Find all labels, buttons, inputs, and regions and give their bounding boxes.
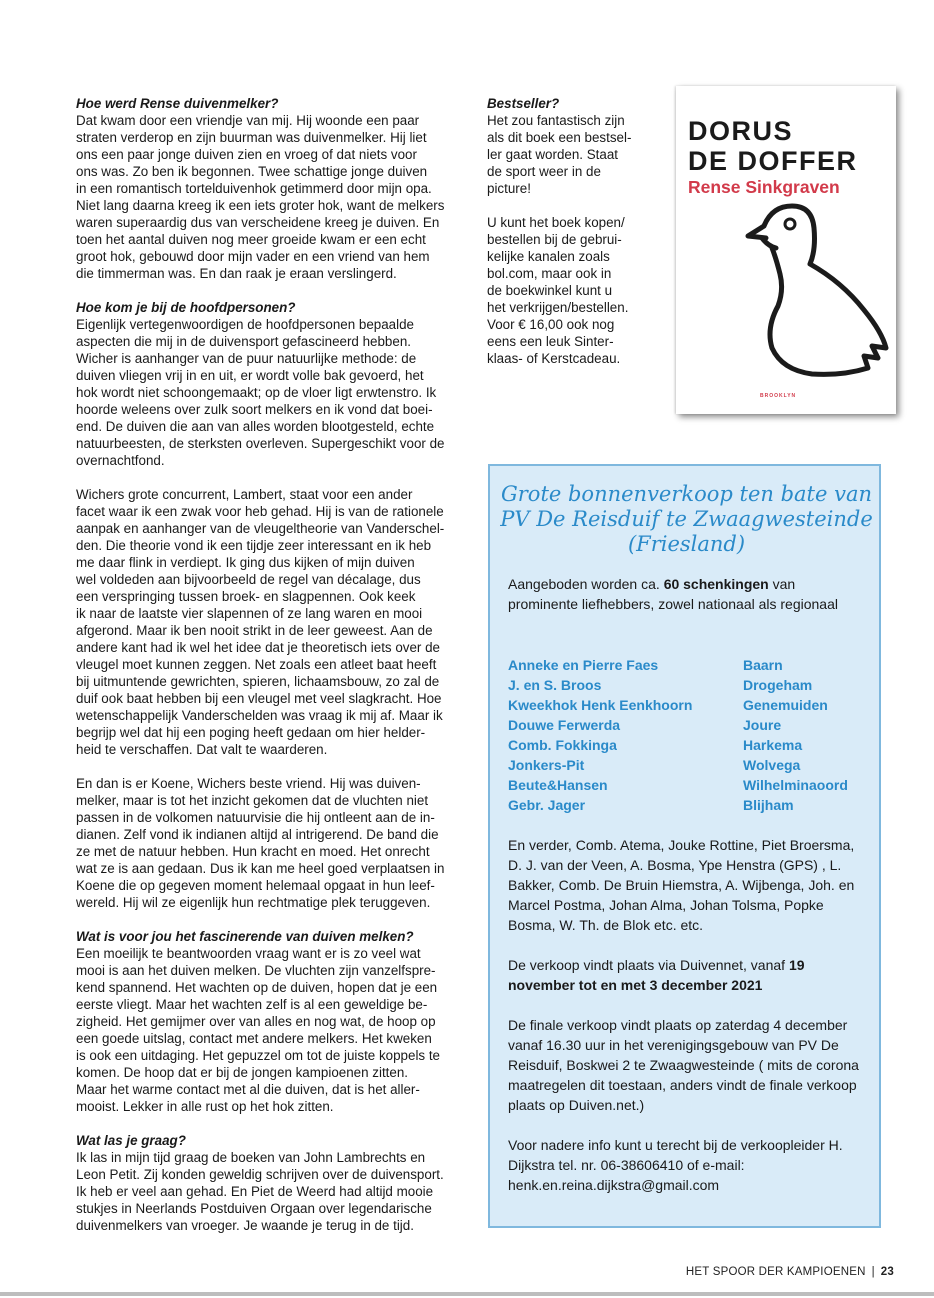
donor-name: Gebr. Jager — [508, 797, 586, 813]
answer-paragraph: En dan is er Koene, Wichers beste vriend. Hij was duiven- melker, maar is tot het inzicht gekomen dat de vluchten niet passen in de volkomen natuurvisie die hij ontleent aan de in- dianen. Zelf vond ik indianen altijd al intrigerend. De band die ze met de natuur hebben. Hun kracht en moed. Het onrecht wat ze is aan gedaan. Dus ik kan me heel goed verplaatsen in Koene die op gegeven moment helemaal opgaat in hun leef- wereld. Hij wil ze eigenlijk hun rechtmatige plek teruggeven. — [76, 776, 445, 910]
answer-paragraph: Ik las in mijn tijd graag de boeken van John Lambrechts en Leon Petit. Zij konden geweldig schrijven over de duivensport. Ik heb er veel aan gehad. En Piet de Weerd had altijd mooie stukjes in Neerlands Postduiven Orgaan over legendarische duivenmelkers van vroeger. Je waande je terug in de tijd. — [76, 1150, 444, 1233]
question-heading: Hoe kom je bij de hoofdpersonen? — [76, 300, 296, 315]
interview-column — [76, 95, 472, 1251]
sale-dates-text — [508, 955, 868, 995]
donor-list — [508, 655, 868, 815]
donor-place: Harkema — [743, 737, 803, 753]
intro-text-bold: 60 schenkingen — [663, 576, 769, 592]
donor-row — [508, 715, 868, 735]
donor-row — [508, 795, 868, 815]
donor-place: Wolvega — [743, 757, 801, 773]
donor-name: J. en S. Broos — [508, 677, 602, 693]
question-heading: Wat is voor jou het fascinerende van duiven melken? — [76, 929, 414, 944]
answer-paragraph: Wichers grote concurrent, Lambert, staat voor een ander facet waar ik een zwak voor heb gehad. Hij is van de rationele aanpak en aanhanger van de vleugeltheorie van Vanderschel- den. Die theorie vond ik een tijdje zeer interessant en ik heb me daar flink in verdiept. Ik ging dus kijken of mijn duiven wel voldeden aan bijvoorbeeld de regel van décalage, dus een verspringing tussen broek- en slagpennen. Ook keek ik naar de laatste vier slapennen of ze lang waren en mooi afgerond. Maar ik ben nooit strikt in de leer geweest. Aan de andere kant had ik wel het idee dat je theoretisch iets over de vleugel moet kunnen zeggen. Net zoals een atleet baat heeft bij uitmuntende gewrichten, spieren, lichaamsbouw, zo zal de duif ook baat hebben bij een vleugel met veel slagkracht. Hoe wetenschappelijk Vanderschelden was vraag ik mij af. Maar ik begrijp wel dat hij een poging heeft gedaan om hier helder- heid te verschaffen. Dat valt te waarderen. — [76, 487, 445, 757]
answer-paragraph: Het zou fantastisch zijn als dit boek een bestsel- ler gaat worden. Staat de sport weer in de picture! — [487, 113, 632, 196]
book-title-line1: DORUS — [688, 116, 794, 146]
sale-dates-start: De verkoop vindt plaats via Duivennet, vanaf — [508, 957, 789, 973]
donor-place: Blijham — [743, 797, 794, 813]
donor-place: Genemuiden — [743, 697, 828, 713]
pigeon-icon — [742, 198, 892, 393]
donor-row — [508, 655, 868, 675]
auction-announcement-box — [488, 464, 881, 1228]
donor-name: Jonkers-Pit — [508, 757, 585, 773]
intro-text-end: van prominente liefhebbers, zowel nationaal als regionaal — [508, 576, 838, 612]
footer-separator: | — [871, 1266, 875, 1278]
donor-row — [508, 775, 868, 795]
donor-name: Comb. Fokkinga — [508, 737, 617, 753]
donor-name: Kweekhok Henk Eenkhoorn — [508, 697, 693, 713]
question-heading: Bestseller? — [487, 96, 560, 111]
book-cover — [676, 86, 896, 414]
publisher-logo: BROOKLYN — [760, 393, 797, 399]
donor-row — [508, 755, 868, 775]
contact-info-text: Voor nadere info kunt u terecht bij de verkoopleider H. Dijkstra tel. nr. 06-38606410 of e-mail: henk.en.reina.dijkstra@gmail.com — [508, 1137, 843, 1193]
answer-paragraph: Eigenlijk vertegenwoordigen de hoofdpersonen bepaalde aspecten die mij in de duivensport gefascineerd hebben. Wicher is aanhanger van de puur natuurlijke methode: de duiven vliegen vrij in en uit, er wordt volle bak gevoerd, het hok wordt niet schoongemaakt; op de vloer ligt erwtenstro. Ik hoorde weleens over zulk soort melkers en ik vond dat boei- end. De duiven die aan van alles worden blootgesteld, echte natuurbeesten, de sterksten overleven. Supergeschikt voor de overnachtfond. — [76, 317, 445, 468]
donor-name: Anneke en Pierre Faes — [508, 657, 659, 673]
announcement-title: Grote bonnenverkoop ten bate van PV De Reisduif te Zwaagwesteinde (Friesland) — [500, 482, 873, 556]
bottom-rule — [0, 1292, 934, 1296]
donor-place: Wilhelminaoord — [743, 777, 848, 793]
question-heading: Hoe werd Rense duivenmelker? — [76, 96, 279, 111]
page-footer — [686, 1266, 894, 1278]
answer-paragraph: U kunt het boek kopen/ bestellen bij de gebrui- kelijke kanalen zoals bol.com, maar ook in de boekwinkel kunt u het verkrijgen/bestellen. Voor € 16,00 ook nog eens een leuk Sinter- klaas- of Kerstcadeau. — [487, 215, 629, 366]
donor-place: Drogeham — [743, 677, 813, 693]
donor-row — [508, 735, 868, 755]
more-donors-text: En verder, Comb. Atema, Jouke Rottine, Piet Broersma, D. J. van der Veen, A. Bosma, Ype Henstra (GPS) , L. Bakker, Comb. De Bruin Hiemstra, A. Wijbenga, Joh. en Marcel Postma, Johan Alma, Johan Tolsma, Popke Bosma, W. Th. de Blok etc. etc. — [508, 837, 855, 933]
donor-row — [508, 695, 868, 715]
book-title-line2: DE DOFFER — [688, 146, 858, 176]
page-number: 23 — [880, 1266, 894, 1278]
final-sale-text: De finale verkoop vindt plaats op zaterdag 4 december vanaf 16.30 uur in het verenigingsgebouw van PV De Reisduif, Boskwei 2 te Zwaagwesteinde ( mits de corona maatregelen dit toestaan, anders vindt de finale verkoop plaats op Duiven.net.) — [508, 1017, 859, 1113]
donor-name: Douwe Ferwerda — [508, 717, 621, 733]
answer-paragraph: Dat kwam door een vriendje van mij. Hij woonde een paar straten verderop en zijn buurman was duivenmelker. Hij liet ons een paar jonge duiven zien en vroeg of dat niets voor ons was. Zo ben ik begonnen. Twee schattige jonge duiven in een romantisch tortelduivenhok getimmerd door mijn opa. Niet lang daarna kreeg ik een iets groter hok, want de melkers waren superaardig dus van verscheidene kreeg je duiven. En toen het aantal duiven nog meer groeide kwam er een echt groot hok, gebouwd door mijn vader en een vriend van hem die timmerman was. En dan raak je eraan verslingerd. — [76, 113, 445, 281]
bestseller-column — [487, 95, 657, 384]
magazine-name: HET SPOOR DER KAMPIOENEN — [685, 1266, 866, 1278]
donor-place: Joure — [743, 717, 782, 733]
intro-text — [508, 574, 868, 614]
book-author: Rense Sinkgraven — [688, 177, 840, 197]
sale-dates-bold: 19 november tot en met 3 december 2021 — [508, 957, 805, 993]
donor-name: Beute&Hansen — [508, 777, 608, 793]
donor-place: Baarn — [743, 657, 783, 673]
question-heading: Wat las je graag? — [76, 1133, 186, 1148]
donor-row — [508, 675, 868, 695]
answer-paragraph: Een moeilijk te beantwoorden vraag want er is zo veel wat mooi is aan het duiven melken. De vluchten zijn vanzelfspre- kend spannend. Het wachten op de duiven, hopen dat je een eerste vliegt. Maar het wachten zelf is al een geweldige be- zigheid. Het gemijmer over van alles en nog wat, de hoop op een goede uitslag, contact met andere melkers. Het kweken is ook een uitdaging. Het gepuzzel om tot de juiste koppels te komen. De hoop dat er bij de jongen kampioenen zitten. Maar het warme contact met al die duiven, dat is het aller- mooist. Lekker in alle rust op het hok zitten. — [76, 946, 441, 1114]
intro-text-start: Aangeboden worden ca. — [508, 576, 664, 592]
